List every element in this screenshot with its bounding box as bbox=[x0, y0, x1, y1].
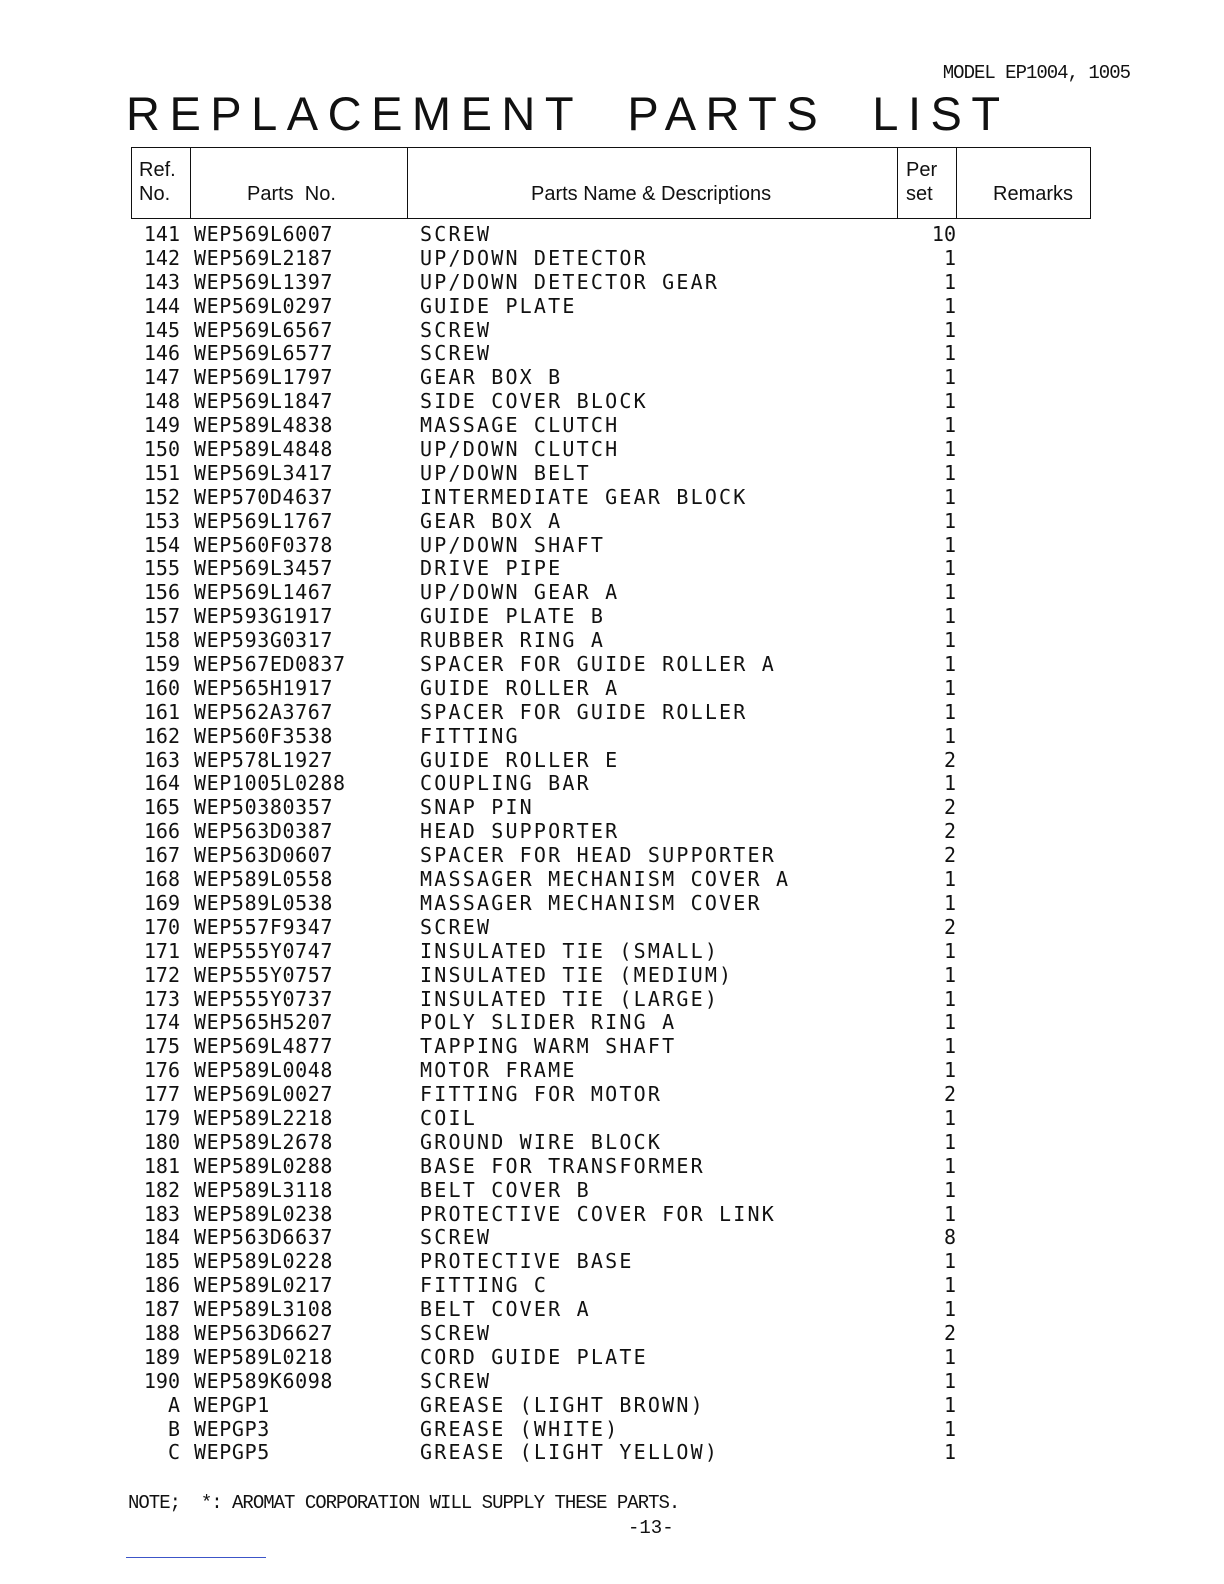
ref-no: 165 bbox=[143, 795, 180, 820]
table-row bbox=[136, 485, 976, 509]
header-ref bbox=[132, 148, 190, 218]
part-name: COUPLING BAR bbox=[420, 771, 591, 796]
ref-no: 147 bbox=[143, 365, 180, 390]
table-row bbox=[136, 1393, 976, 1417]
table-row bbox=[136, 389, 976, 413]
ref-no: 150 bbox=[143, 437, 180, 462]
part-name: RUBBER RING A bbox=[420, 628, 606, 653]
ref-no: 161 bbox=[143, 699, 180, 724]
per-set-qty: 1 bbox=[943, 1034, 956, 1059]
part-no: WEP569L6577 bbox=[194, 341, 334, 366]
part-no: WEP569L1397 bbox=[194, 269, 334, 294]
page-number: -13- bbox=[628, 1517, 674, 1539]
ref-no: 156 bbox=[143, 580, 180, 605]
part-no: WEP570D4637 bbox=[194, 484, 334, 509]
footer-rule bbox=[126, 1557, 266, 1558]
ref-no: 185 bbox=[143, 1249, 180, 1274]
part-name: SCREW bbox=[420, 317, 492, 342]
ref-no: 149 bbox=[143, 413, 180, 438]
table-row bbox=[136, 700, 976, 724]
per-set-qty: 1 bbox=[943, 771, 956, 796]
part-name: SPACER FOR GUIDE ROLLER A bbox=[420, 652, 777, 677]
part-name: GREASE (WHITE) bbox=[420, 1416, 620, 1441]
part-no: WEP555Y0747 bbox=[194, 938, 334, 963]
per-set-qty: 2 bbox=[943, 914, 956, 939]
ref-no: 159 bbox=[143, 652, 180, 677]
part-no: WEP589L0048 bbox=[194, 1058, 334, 1083]
part-no: WEP565H5207 bbox=[194, 1010, 334, 1035]
per-set-qty: 1 bbox=[943, 1273, 956, 1298]
table-row bbox=[136, 1154, 976, 1178]
part-no: WEP1005L0288 bbox=[194, 771, 346, 796]
ref-no: A bbox=[167, 1392, 180, 1417]
note: NOTE; *: AROMAT CORPORATION WILL SUPPLY THESE PARTS. bbox=[128, 1492, 680, 1514]
part-name: BELT COVER A bbox=[420, 1297, 591, 1322]
part-no: WEP569L1797 bbox=[194, 365, 334, 390]
ref-no: 163 bbox=[143, 747, 180, 772]
ref-no: 188 bbox=[143, 1320, 180, 1345]
table-row bbox=[136, 891, 976, 915]
part-name: GUIDE PLATE bbox=[420, 293, 577, 318]
model-label: MODEL EP1004, 1005 bbox=[942, 62, 1130, 84]
table-row bbox=[136, 1297, 976, 1321]
ref-no: 158 bbox=[143, 628, 180, 653]
ref-no: 171 bbox=[143, 938, 180, 963]
part-no: WEP567ED0837 bbox=[194, 652, 346, 677]
table-row bbox=[136, 819, 976, 843]
header-per-line2: set bbox=[906, 183, 933, 205]
table-row bbox=[136, 1369, 976, 1393]
per-set-qty: 1 bbox=[943, 1297, 956, 1322]
part-name: GREASE (LIGHT YELLOW) bbox=[420, 1440, 720, 1465]
table-row bbox=[136, 556, 976, 580]
part-no: WEP589L4848 bbox=[194, 437, 334, 462]
ref-no: 179 bbox=[143, 1105, 180, 1130]
per-set-qty: 1 bbox=[943, 556, 956, 581]
table-row bbox=[136, 1345, 976, 1369]
part-name: FITTING FOR MOTOR bbox=[420, 1082, 663, 1107]
ref-no: 160 bbox=[143, 675, 180, 700]
part-no: WEP589L2218 bbox=[194, 1105, 334, 1130]
part-name: UP/DOWN SHAFT bbox=[420, 532, 606, 557]
table-row bbox=[136, 1010, 976, 1034]
table-row bbox=[136, 867, 976, 891]
table-row bbox=[136, 652, 976, 676]
per-set-qty: 1 bbox=[943, 723, 956, 748]
header-remarks: Remarks bbox=[956, 148, 1089, 218]
part-name: GUIDE ROLLER A bbox=[420, 675, 620, 700]
ref-no: 153 bbox=[143, 508, 180, 533]
per-set-qty: 1 bbox=[943, 484, 956, 509]
table-row bbox=[136, 1130, 976, 1154]
per-set-qty: 1 bbox=[943, 341, 956, 366]
part-name: GEAR BOX A bbox=[420, 508, 563, 533]
ref-no: 170 bbox=[143, 914, 180, 939]
per-set-qty: 2 bbox=[943, 747, 956, 772]
ref-no: 148 bbox=[143, 389, 180, 414]
table-row bbox=[136, 1249, 976, 1273]
part-no: WEP562A3767 bbox=[194, 699, 334, 724]
per-set-qty: 1 bbox=[943, 1105, 956, 1130]
table-row bbox=[136, 915, 976, 939]
table-row bbox=[136, 246, 976, 270]
ref-no: 174 bbox=[143, 1010, 180, 1035]
part-no: WEP555Y0737 bbox=[194, 986, 334, 1011]
part-name: MASSAGE CLUTCH bbox=[420, 413, 620, 438]
table-row bbox=[136, 1225, 976, 1249]
ref-no: 164 bbox=[143, 771, 180, 796]
per-set-qty: 1 bbox=[943, 460, 956, 485]
ref-no: B bbox=[167, 1416, 180, 1441]
part-no: WEP569L6007 bbox=[194, 222, 334, 246]
part-name: SCREW bbox=[420, 914, 492, 939]
part-no: WEP589L3108 bbox=[194, 1297, 334, 1322]
per-set-qty: 1 bbox=[943, 437, 956, 462]
part-no: WEP589L2678 bbox=[194, 1129, 334, 1154]
part-no: WEP589L3118 bbox=[194, 1177, 334, 1202]
part-no: WEP555Y0757 bbox=[194, 962, 334, 987]
table-row bbox=[136, 222, 976, 246]
ref-no: 177 bbox=[143, 1082, 180, 1107]
header-ref-line2: No. bbox=[139, 183, 171, 205]
table-row bbox=[136, 509, 976, 533]
table-row bbox=[136, 365, 976, 389]
table-row bbox=[136, 294, 976, 318]
part-no: WEP557F9347 bbox=[194, 914, 334, 939]
table-row bbox=[136, 270, 976, 294]
per-set-qty: 1 bbox=[943, 628, 956, 653]
ref-no: 180 bbox=[143, 1129, 180, 1154]
table-row bbox=[136, 843, 976, 867]
part-name: MASSAGER MECHANISM COVER A bbox=[420, 867, 791, 892]
table-row bbox=[136, 413, 976, 437]
ref-no: 155 bbox=[143, 556, 180, 581]
part-name: TAPPING WARM SHAFT bbox=[420, 1034, 677, 1059]
ref-no: 154 bbox=[143, 532, 180, 557]
per-set-qty: 1 bbox=[943, 1177, 956, 1202]
part-name: BELT COVER B bbox=[420, 1177, 591, 1202]
part-no: WEP589L0558 bbox=[194, 867, 334, 892]
ref-no: 141 bbox=[143, 222, 180, 246]
table-row bbox=[136, 724, 976, 748]
table-row bbox=[136, 461, 976, 485]
table-row bbox=[136, 604, 976, 628]
part-no: WEP589L0538 bbox=[194, 890, 334, 915]
per-set-qty: 1 bbox=[943, 1392, 956, 1417]
table-row bbox=[136, 1417, 976, 1441]
table-row bbox=[136, 1082, 976, 1106]
part-name: SCREW bbox=[420, 1368, 492, 1393]
part-name: GUIDE PLATE B bbox=[420, 604, 606, 629]
per-set-qty: 2 bbox=[943, 795, 956, 820]
per-set-qty: 1 bbox=[943, 580, 956, 605]
table-row bbox=[136, 939, 976, 963]
ref-no: 162 bbox=[143, 723, 180, 748]
per-set-qty: 1 bbox=[943, 962, 956, 987]
per-set-qty: 1 bbox=[943, 1010, 956, 1035]
part-name: UP/DOWN DETECTOR GEAR bbox=[420, 269, 720, 294]
part-no: WEP569L0027 bbox=[194, 1082, 334, 1107]
part-name: CORD GUIDE PLATE bbox=[420, 1344, 648, 1369]
part-name: SIDE COVER BLOCK bbox=[420, 389, 648, 414]
ref-no: 173 bbox=[143, 986, 180, 1011]
per-set-qty: 1 bbox=[943, 389, 956, 414]
part-name: DRIVE PIPE bbox=[420, 556, 563, 581]
table-row bbox=[136, 771, 976, 795]
part-no: WEPGP5 bbox=[194, 1440, 270, 1465]
table-row bbox=[136, 1034, 976, 1058]
per-set-qty: 1 bbox=[943, 365, 956, 390]
part-no: WEP50380357 bbox=[194, 795, 334, 820]
part-no: WEP593G1917 bbox=[194, 604, 334, 629]
ref-no: 181 bbox=[143, 1153, 180, 1178]
part-name: POLY SLIDER RING A bbox=[420, 1010, 677, 1035]
per-set-qty: 1 bbox=[943, 1058, 956, 1083]
header-parts-no: Parts No. bbox=[190, 148, 407, 218]
header-per-line1: Per bbox=[906, 159, 938, 181]
header-ref-line1: Ref. bbox=[139, 159, 176, 181]
part-name: UP/DOWN CLUTCH bbox=[420, 437, 620, 462]
per-set-qty: 2 bbox=[943, 843, 956, 868]
page-title: REPLACEMENT PARTS LIST bbox=[126, 87, 1010, 140]
part-no: WEP589L4838 bbox=[194, 413, 334, 438]
per-set-qty: 8 bbox=[943, 1225, 956, 1250]
part-no: WEP569L3417 bbox=[194, 460, 334, 485]
header-parts-name: Parts Name & Descriptions bbox=[407, 148, 897, 218]
part-name: INSULATED TIE (MEDIUM) bbox=[420, 962, 734, 987]
per-set-qty: 1 bbox=[943, 1344, 956, 1369]
part-name: INTERMEDIATE GEAR BLOCK bbox=[420, 484, 748, 509]
per-set-qty: 1 bbox=[943, 1201, 956, 1226]
part-no: WEPGP3 bbox=[194, 1416, 270, 1441]
part-name: GEAR BOX B bbox=[420, 365, 563, 390]
per-set-qty: 1 bbox=[943, 1368, 956, 1393]
part-no: WEP569L1467 bbox=[194, 580, 334, 605]
part-no: WEP589L0238 bbox=[194, 1201, 334, 1226]
part-name: SCREW bbox=[420, 222, 492, 246]
ref-no: 189 bbox=[143, 1344, 180, 1369]
part-name: GREASE (LIGHT BROWN) bbox=[420, 1392, 705, 1417]
ref-no: 187 bbox=[143, 1297, 180, 1322]
ref-no: 176 bbox=[143, 1058, 180, 1083]
part-name: FITTING C bbox=[420, 1273, 549, 1298]
table-row bbox=[136, 1440, 976, 1464]
part-no: WEP569L1767 bbox=[194, 508, 334, 533]
part-name: INSULATED TIE (LARGE) bbox=[420, 986, 720, 1011]
part-no: WEP565H1917 bbox=[194, 675, 334, 700]
part-no: WEP569L2187 bbox=[194, 245, 334, 270]
ref-no: 143 bbox=[143, 269, 180, 294]
per-set-qty: 1 bbox=[943, 890, 956, 915]
part-no: WEP563D6637 bbox=[194, 1225, 334, 1250]
per-set-qty: 1 bbox=[943, 245, 956, 270]
part-name: SCREW bbox=[420, 1225, 492, 1250]
per-set-qty: 1 bbox=[943, 293, 956, 318]
per-set-qty: 1 bbox=[943, 1249, 956, 1274]
ref-no: 152 bbox=[143, 484, 180, 509]
part-no: WEP593G0317 bbox=[194, 628, 334, 653]
per-set-qty: 1 bbox=[943, 413, 956, 438]
per-set-qty: 10 bbox=[931, 222, 956, 246]
part-name: HEAD SUPPORTER bbox=[420, 819, 620, 844]
part-name: PROTECTIVE COVER FOR LINK bbox=[420, 1201, 777, 1226]
table-row bbox=[136, 748, 976, 772]
per-set-qty: 2 bbox=[943, 1082, 956, 1107]
part-no: WEP560F3538 bbox=[194, 723, 334, 748]
header-per-set bbox=[897, 148, 956, 218]
part-no: WEP589K6098 bbox=[194, 1368, 334, 1393]
table-row bbox=[136, 580, 976, 604]
per-set-qty: 1 bbox=[943, 675, 956, 700]
part-no: WEP569L4877 bbox=[194, 1034, 334, 1059]
part-no: WEP569L3457 bbox=[194, 556, 334, 581]
part-name: MASSAGER MECHANISM COVER bbox=[420, 890, 762, 915]
ref-no: 167 bbox=[143, 843, 180, 868]
part-no: WEPGP1 bbox=[194, 1392, 270, 1417]
part-no: WEP589L0288 bbox=[194, 1153, 334, 1178]
table-row bbox=[136, 1321, 976, 1345]
part-name: SPACER FOR HEAD SUPPORTER bbox=[420, 843, 777, 868]
part-no: WEP563D0387 bbox=[194, 819, 334, 844]
per-set-qty: 1 bbox=[943, 532, 956, 557]
ref-no: 175 bbox=[143, 1034, 180, 1059]
table-row bbox=[136, 963, 976, 987]
per-set-qty: 1 bbox=[943, 1129, 956, 1154]
part-no: WEP589L0218 bbox=[194, 1344, 334, 1369]
table-row bbox=[136, 1273, 976, 1297]
table-row bbox=[136, 1178, 976, 1202]
ref-no: 157 bbox=[143, 604, 180, 629]
table-row bbox=[136, 1202, 976, 1226]
part-name: GUIDE ROLLER E bbox=[420, 747, 620, 772]
table-row bbox=[136, 1106, 976, 1130]
per-set-qty: 1 bbox=[943, 317, 956, 342]
part-name: SCREW bbox=[420, 341, 492, 366]
part-name: BASE FOR TRANSFORMER bbox=[420, 1153, 705, 1178]
ref-no: 151 bbox=[143, 460, 180, 485]
ref-no: 146 bbox=[143, 341, 180, 366]
ref-no: 183 bbox=[143, 1201, 180, 1226]
part-no: WEP560F0378 bbox=[194, 532, 334, 557]
per-set-qty: 1 bbox=[943, 269, 956, 294]
ref-no: 145 bbox=[143, 317, 180, 342]
part-no: WEP578L1927 bbox=[194, 747, 334, 772]
ref-no: 142 bbox=[143, 245, 180, 270]
ref-no: 144 bbox=[143, 293, 180, 318]
ref-no: 184 bbox=[143, 1225, 180, 1250]
ref-no: C bbox=[167, 1440, 180, 1465]
part-name: COIL bbox=[420, 1105, 477, 1130]
table-row bbox=[136, 628, 976, 652]
ref-no: 168 bbox=[143, 867, 180, 892]
part-no: WEP569L1847 bbox=[194, 389, 334, 414]
part-no: WEP589L0228 bbox=[194, 1249, 334, 1274]
table-row bbox=[136, 676, 976, 700]
part-name: PROTECTIVE BASE bbox=[420, 1249, 634, 1274]
per-set-qty: 1 bbox=[943, 508, 956, 533]
table-header bbox=[131, 147, 1091, 219]
per-set-qty: 1 bbox=[943, 938, 956, 963]
part-no: WEP589L0217 bbox=[194, 1273, 334, 1298]
ref-no: 186 bbox=[143, 1273, 180, 1298]
ref-no: 166 bbox=[143, 819, 180, 844]
table-row bbox=[136, 437, 976, 461]
table-row bbox=[136, 533, 976, 557]
per-set-qty: 1 bbox=[943, 604, 956, 629]
part-name: MOTOR FRAME bbox=[420, 1058, 577, 1083]
ref-no: 169 bbox=[143, 890, 180, 915]
per-set-qty: 2 bbox=[943, 1320, 956, 1345]
table-row bbox=[136, 795, 976, 819]
part-name: SNAP PIN bbox=[420, 795, 534, 820]
table-row bbox=[136, 1058, 976, 1082]
per-set-qty: 1 bbox=[943, 986, 956, 1011]
part-name: UP/DOWN GEAR A bbox=[420, 580, 620, 605]
parts-list bbox=[136, 222, 976, 1464]
part-no: WEP563D0607 bbox=[194, 843, 334, 868]
per-set-qty: 1 bbox=[943, 699, 956, 724]
per-set-qty: 1 bbox=[943, 652, 956, 677]
per-set-qty: 1 bbox=[943, 1416, 956, 1441]
part-no: WEP569L0297 bbox=[194, 293, 334, 318]
part-name: GROUND WIRE BLOCK bbox=[420, 1129, 663, 1154]
part-name: FITTING bbox=[420, 723, 520, 748]
part-no: WEP569L6567 bbox=[194, 317, 334, 342]
part-name: UP/DOWN BELT bbox=[420, 460, 591, 485]
part-name: SPACER FOR GUIDE ROLLER bbox=[420, 699, 748, 724]
table-row bbox=[136, 318, 976, 342]
ref-no: 182 bbox=[143, 1177, 180, 1202]
per-set-qty: 2 bbox=[943, 819, 956, 844]
per-set-qty: 1 bbox=[943, 1153, 956, 1178]
table-row bbox=[136, 341, 976, 365]
ref-no: 190 bbox=[143, 1368, 180, 1393]
table-row bbox=[136, 987, 976, 1011]
ref-no: 172 bbox=[143, 962, 180, 987]
per-set-qty: 1 bbox=[943, 867, 956, 892]
per-set-qty: 1 bbox=[943, 1440, 956, 1465]
part-name: UP/DOWN DETECTOR bbox=[420, 245, 648, 270]
part-name: INSULATED TIE (SMALL) bbox=[420, 938, 720, 963]
part-no: WEP563D6627 bbox=[194, 1320, 334, 1345]
part-name: SCREW bbox=[420, 1320, 492, 1345]
